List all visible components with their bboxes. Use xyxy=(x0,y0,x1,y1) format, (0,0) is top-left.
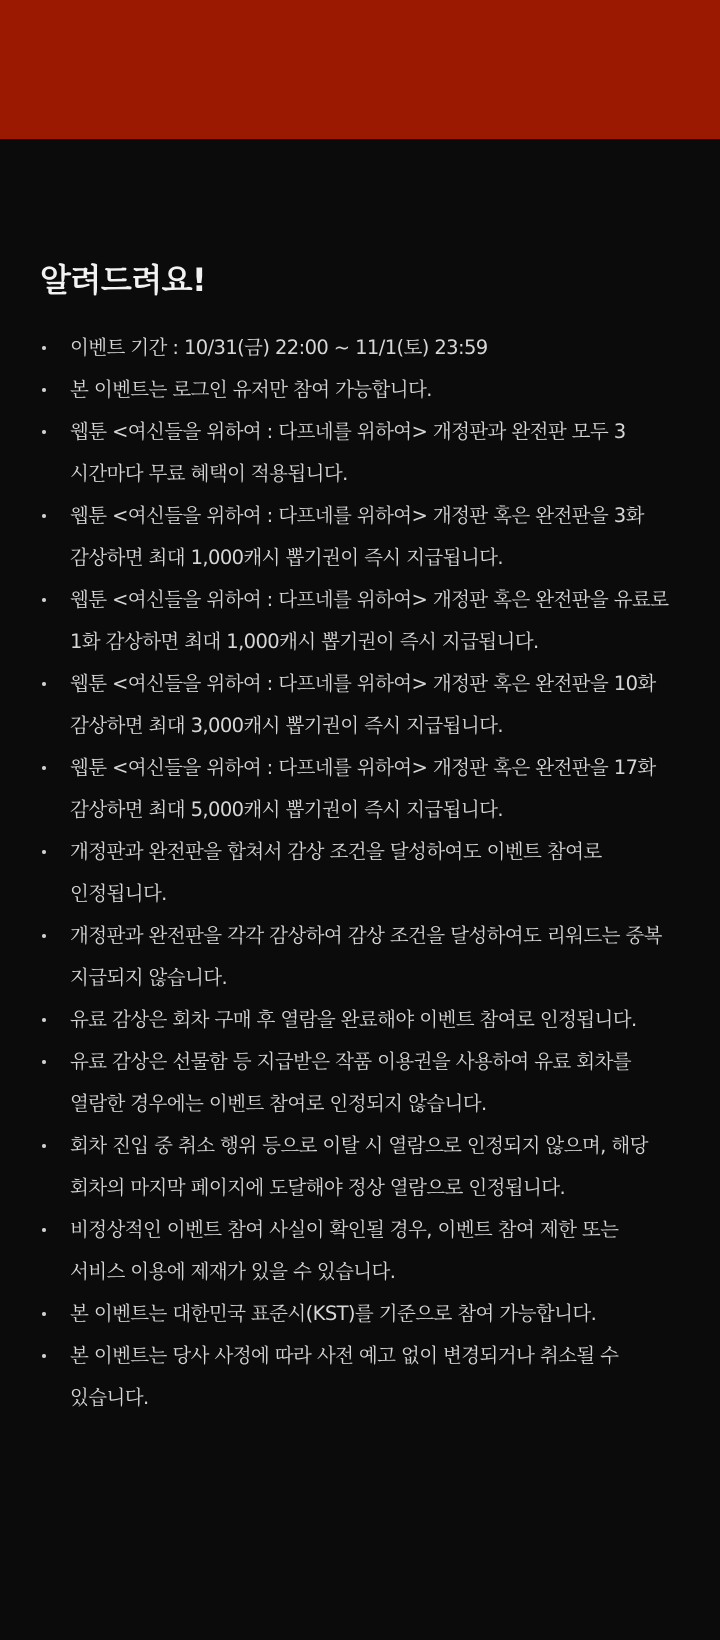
notice-item xyxy=(40,1293,680,1335)
bullet-icon xyxy=(42,346,46,350)
bullet-icon xyxy=(42,1060,46,1064)
notice-item xyxy=(40,495,680,579)
notice-text: 유료 감상은 회차 구매 후 열람을 완료해야 이벤트 참여로 인정됩니다. xyxy=(70,1008,637,1031)
notice-item xyxy=(40,411,680,495)
bullet-icon xyxy=(42,514,46,518)
notice-item xyxy=(40,579,680,663)
notice-list xyxy=(40,327,680,1419)
notice-text: 개정판과 완전판을 각각 감상하여 감상 조건을 달성하여도 리워드는 중복 지급되지 않습니다. xyxy=(70,924,662,989)
notice-item xyxy=(40,327,680,369)
notice-item xyxy=(40,1209,680,1293)
notice-item xyxy=(40,999,680,1041)
notice-title: 알려드려요! xyxy=(40,261,207,299)
notice-text: 비정상적인 이벤트 참여 사실이 확인될 경우, 이벤트 참여 제한 또는 서비스 이용에 제재가 있을 수 있습니다. xyxy=(70,1218,619,1283)
notice-text: 개정판과 완전판을 합쳐서 감상 조건을 달성하여도 이벤트 참여로 인정됩니다. xyxy=(70,840,602,905)
bullet-icon xyxy=(42,1228,46,1232)
notice-text: 웹툰 <여신들을 위하여 : 다프네를 위하여> 개정판 혹은 완전판을 유료로 1화 감상하면 최대 1,000캐시 뽑기권이 즉시 지급됩니다. xyxy=(70,588,669,653)
notice-text: 유료 감상은 선물함 등 지급받은 작품 이용권을 사용하여 유료 회차를 열람한 경우에는 이벤트 참여로 인정되지 않습니다. xyxy=(70,1050,632,1115)
top-banner xyxy=(0,0,720,139)
bullet-icon xyxy=(42,850,46,854)
notice-item xyxy=(40,831,680,915)
notice-item xyxy=(40,915,680,999)
notice-text: 회차 진입 중 취소 행위 등으로 이탈 시 열람으로 인정되지 않으며, 해당 회차의 마지막 페이지에 도달해야 정상 열람으로 인정됩니다. xyxy=(70,1134,648,1199)
bullet-icon xyxy=(42,1018,46,1022)
notice-text: 본 이벤트는 당사 사정에 따라 사전 예고 없이 변경되거나 취소될 수 있습니다. xyxy=(70,1344,619,1409)
bullet-icon xyxy=(42,682,46,686)
notice-text: 웹툰 <여신들을 위하여 : 다프네를 위하여> 개정판 혹은 완전판을 17화 감상하면 최대 5,000캐시 뽑기권이 즉시 지급됩니다. xyxy=(70,756,656,821)
bullet-icon xyxy=(42,934,46,938)
notice-item xyxy=(40,663,680,747)
notice-section xyxy=(0,255,720,1419)
notice-item xyxy=(40,1125,680,1209)
notice-item xyxy=(40,747,680,831)
bullet-icon xyxy=(42,766,46,770)
bullet-icon xyxy=(42,1354,46,1358)
notice-text: 웹툰 <여신들을 위하여 : 다프네를 위하여> 개정판 혹은 완전판을 10화 감상하면 최대 3,000캐시 뽑기권이 즉시 지급됩니다. xyxy=(70,672,656,737)
notice-item xyxy=(40,369,680,411)
notice-text: 이벤트 기간 : 10/31(금) 22:00 ~ 11/1(토) 23:59 xyxy=(70,336,488,359)
bullet-icon xyxy=(42,1312,46,1316)
notice-item xyxy=(40,1041,680,1125)
notice-text: 웹툰 <여신들을 위하여 : 다프네를 위하여> 개정판 혹은 완전판을 3화 감상하면 최대 1,000캐시 뽑기권이 즉시 지급됩니다. xyxy=(70,504,644,569)
bullet-icon xyxy=(42,1144,46,1148)
notice-text: 본 이벤트는 대한민국 표준시(KST)를 기준으로 참여 가능합니다. xyxy=(70,1302,597,1325)
bullet-icon xyxy=(42,388,46,392)
notice-text: 웹툰 <여신들을 위하여 : 다프네를 위하여> 개정판과 완전판 모두 3 시간마다 무료 혜택이 적용됩니다. xyxy=(70,420,626,485)
bullet-icon xyxy=(42,430,46,434)
bullet-icon xyxy=(42,598,46,602)
notice-text: 본 이벤트는 로그인 유저만 참여 가능합니다. xyxy=(70,378,432,401)
notice-item xyxy=(40,1335,680,1419)
